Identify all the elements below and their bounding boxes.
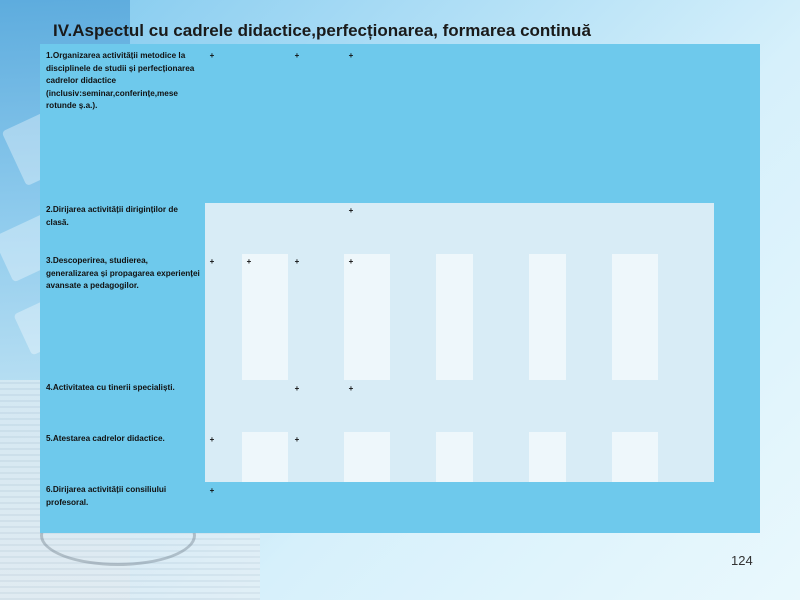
row-label-1: 1.Organizarea activității metodice la disciplinele de studii și perfecționarea cadrelor didactice (inclusiv:seminar,conferințe,mese rotunde ș.a.).	[46, 51, 195, 110]
plus-mark: +	[209, 486, 215, 495]
table-cell	[344, 432, 390, 482]
table-cell	[529, 432, 566, 482]
plus-mark: +	[348, 257, 354, 266]
slide-title: IV.Aspectul cu cadrele didactice,perfecționarea, formarea continuă	[53, 21, 591, 40]
plus-mark: +	[294, 257, 300, 266]
table-cell	[344, 254, 390, 380]
plus-mark: +	[294, 384, 300, 393]
plus-mark: +	[209, 435, 215, 444]
row-label-4: 4.Activitatea cu tinerii specialiști.	[46, 383, 175, 392]
page-number: 124	[731, 553, 753, 568]
plus-mark: +	[246, 257, 252, 266]
plus-mark: +	[294, 435, 300, 444]
plus-mark: +	[348, 206, 354, 215]
plus-mark: +	[348, 51, 354, 60]
table-cell	[436, 432, 473, 482]
row-label-5: 5.Atestarea cadrelor didactice.	[46, 434, 165, 443]
table-cell	[612, 254, 658, 380]
plus-mark: +	[348, 384, 354, 393]
table-cell	[242, 254, 288, 380]
plus-mark: +	[209, 51, 215, 60]
table-cell	[529, 254, 566, 380]
table-cell	[436, 254, 473, 380]
plus-mark: +	[209, 257, 215, 266]
row-label-6: 6.Dirijarea activității consiliului profesoral.	[46, 485, 167, 507]
row-label-2: 2.Dirijarea activității diriginților de clasă.	[46, 205, 178, 227]
table-cell	[612, 432, 658, 482]
row-label-3: 3.Descoperirea, studierea, generalizarea și propagarea experienței avansate a pedagogilor.	[46, 256, 200, 290]
activity-table	[40, 44, 760, 533]
table-cell	[242, 432, 288, 482]
plus-mark: +	[294, 51, 300, 60]
